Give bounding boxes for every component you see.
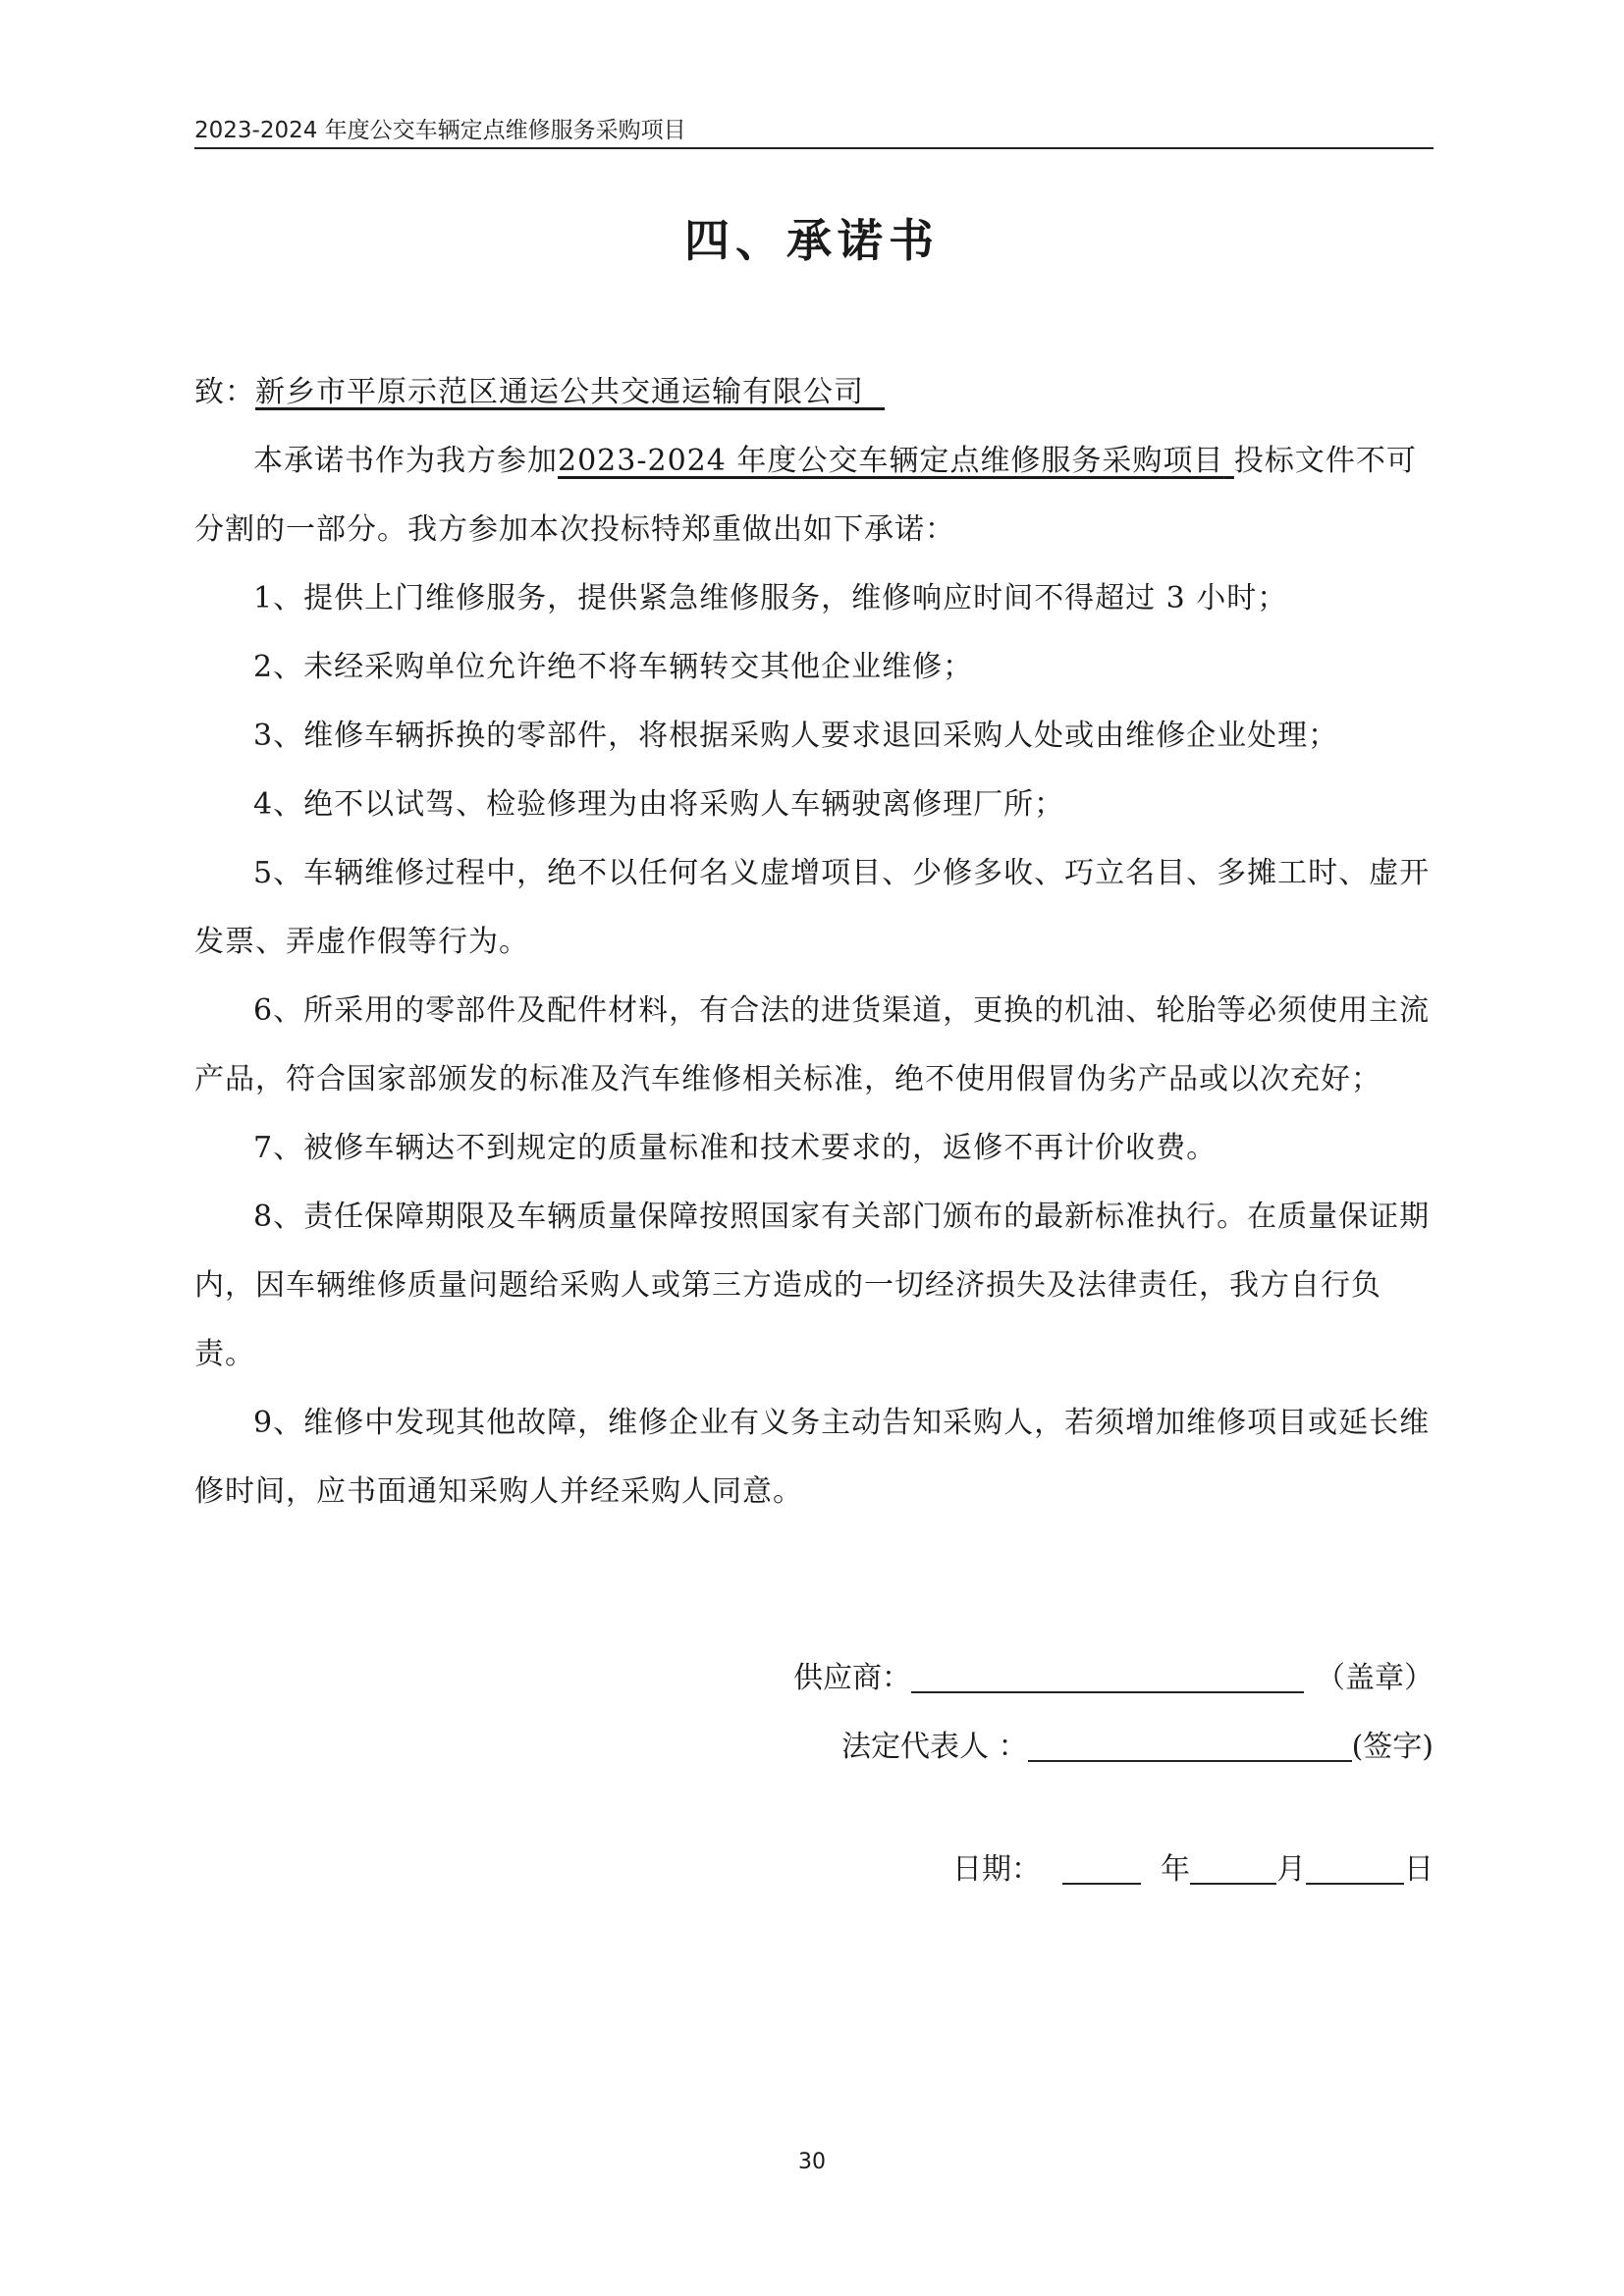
commitment-item: 1、提供上门维修服务，提供紧急维修服务，维修响应时间不得超过 3 小时； [253,581,1288,615]
intro-part1: 本承诺书作为我方参加 [253,444,558,478]
supplier-label: 供应商： [793,1661,911,1695]
commitment-item: 6、所采用的零部件及配件材料，有合法的进货渠道，更换的机油、轮胎等必须使用主流产品，符合国家部颁发的标准及汽车维修相关标准，绝不使用假冒伪劣产品或以次充好； [194,993,1431,1096]
supplier-suffix: （盖章） [1316,1661,1434,1695]
commitment-item: 5、车辆维修过程中，绝不以任何名义虚增项目、少修多收、巧立名目、多摊工时、虚开发票、弄虚作假等行为。 [194,856,1431,959]
representative-signature-line [746,1713,1434,1782]
intro-part2: 投标文件不可分割的一部分。我方参加本次投标特郑重做出如下承诺： [194,444,1417,547]
commitment-item: 4、绝不以试驾、检验修理为由将采购人车辆驶离修理厂所； [253,787,1065,822]
representative-blank[interactable] [1028,1721,1352,1762]
letter-body [194,358,1434,1526]
representative-label: 法定代表人 ： [841,1730,1028,1764]
commitment-item: 7、被修车辆达不到规定的质量标准和技术要求的，返修不再计价收费。 [253,1131,1218,1165]
date-line [746,1836,1434,1904]
project-name: 2023-2024 年度公交车辆定点维修服务采购项目 [558,444,1224,478]
supplier-signature-line [746,1644,1434,1713]
addressee-line [194,358,1434,427]
supplier-blank[interactable] [911,1652,1304,1693]
commitment-item: 9、维修中发现其他故障，维修企业有义务主动告知采购人，若须增加维修项目或延长维修时间，应书面通知采购人并经采购人同意。 [194,1406,1431,1509]
addressee-name: 新乡市平原示范区通运公共交通运输有限公司 [255,375,864,409]
month-label: 月 [1276,1852,1306,1887]
month-blank[interactable] [1190,1843,1276,1885]
intro-paragraph [194,427,1434,564]
year-label: 年 [1161,1852,1190,1887]
page-title: 四、承诺书 [684,214,940,267]
date-label: 日期： [952,1852,1041,1887]
header-rule [194,147,1434,149]
representative-suffix: (签字) [1351,1730,1434,1764]
addressee-underline-tail [864,375,885,409]
day-blank[interactable] [1306,1843,1404,1885]
commitment-item: 3、维修车辆拆换的零部件，将根据采购人要求退回采购人处或由维修企业处理； [253,719,1339,753]
page-number: 30 [798,2150,826,2174]
commitment-item: 8、责任保障期限及车辆质量保障按照国家有关部门颁布的最新标准执行。在质量保证期内，因车辆维修质量问题给采购人或第三方造成的一切经济损失及法律责任，我方自行负责。 [194,1200,1431,1371]
running-header: 2023-2024 年度公交车辆定点维修服务采购项目 [194,118,686,143]
commitment-item: 2、未经采购单位允许绝不将车辆转交其他企业维修； [253,650,974,684]
year-blank[interactable] [1062,1843,1141,1885]
project-underline-tail [1223,444,1234,478]
day-label: 日 [1404,1852,1434,1887]
addressee-prefix: 致： [194,375,255,409]
